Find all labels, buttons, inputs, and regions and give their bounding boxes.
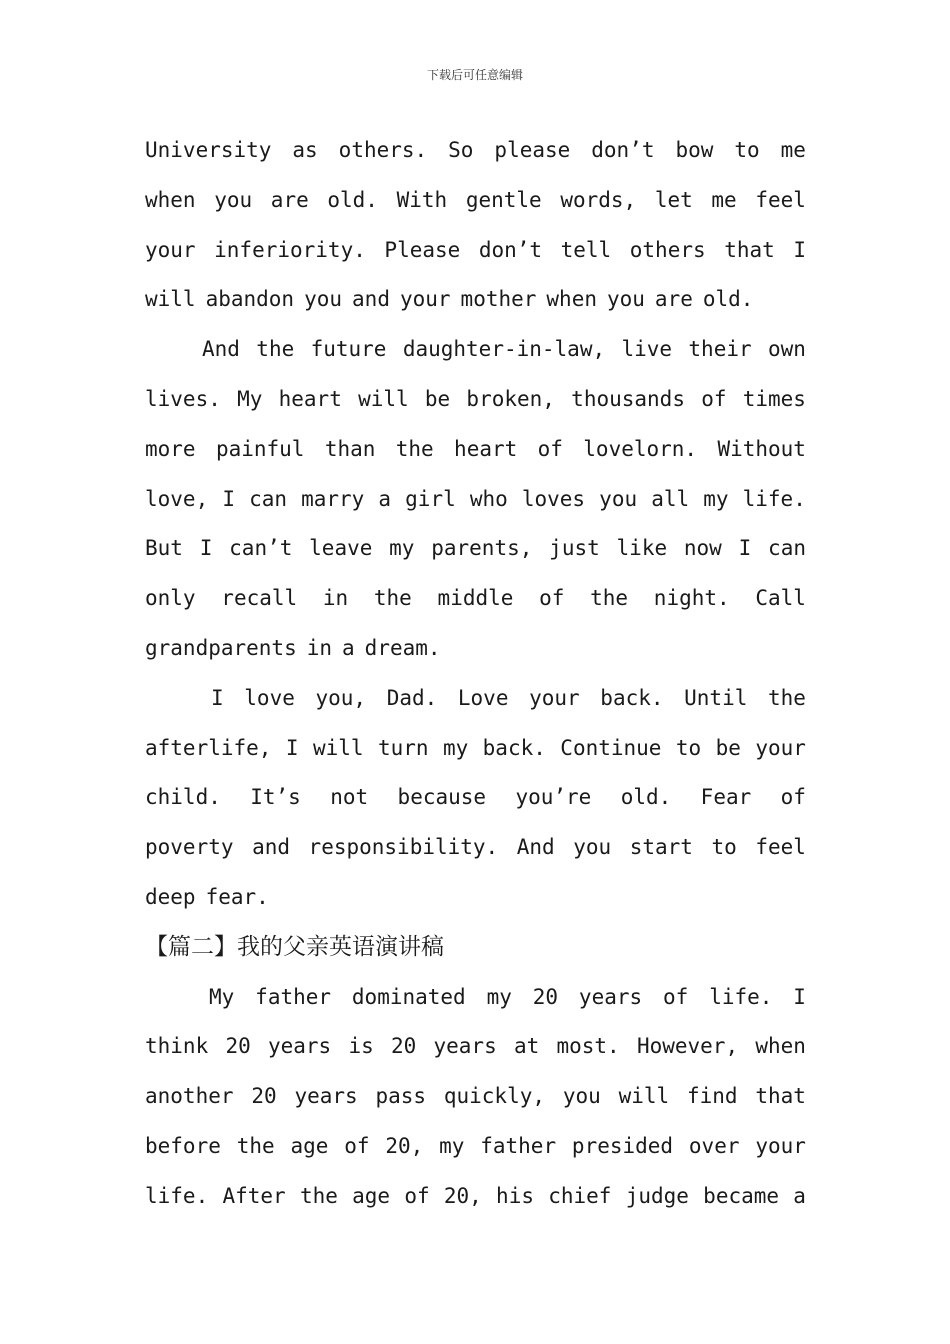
- word: age: [290, 1133, 329, 1158]
- word: Love: [457, 685, 509, 710]
- word: lovelorn.: [583, 436, 698, 461]
- word: you’re: [515, 785, 592, 810]
- word: you,: [315, 685, 367, 710]
- word: of: [404, 1183, 430, 1208]
- word: a: [378, 486, 392, 511]
- word: my: [703, 486, 729, 511]
- word: words,: [560, 187, 637, 212]
- word: girl: [405, 486, 456, 511]
- text-line: [145, 475, 806, 525]
- word: turn: [377, 735, 429, 760]
- word: a: [793, 1183, 806, 1208]
- word: your: [755, 1133, 806, 1158]
- word: I: [285, 735, 299, 760]
- word: now: [683, 536, 722, 561]
- word: years: [267, 1034, 332, 1059]
- word: chief: [548, 1183, 612, 1208]
- word: like: [616, 536, 668, 561]
- word: live: [621, 337, 673, 362]
- word: just: [549, 536, 600, 561]
- word: your: [755, 735, 806, 760]
- word: be: [715, 735, 741, 760]
- word: over: [688, 1133, 740, 1158]
- text-line: [145, 574, 806, 624]
- word: all: [651, 486, 690, 511]
- word: don’t: [591, 138, 655, 162]
- section-heading: [145, 923, 806, 973]
- word: deep: [145, 884, 196, 909]
- word: start: [629, 835, 693, 860]
- word: to: [734, 138, 760, 162]
- word: fear.: [205, 884, 269, 909]
- page-header: 下载后可任意编辑: [426, 68, 523, 82]
- word: don’t: [478, 237, 543, 262]
- text-line: [145, 1072, 806, 1122]
- word: my: [486, 984, 512, 1009]
- word: of: [344, 1133, 370, 1158]
- word: the: [590, 586, 629, 611]
- word: is: [348, 1034, 374, 1059]
- word: father: [480, 1133, 557, 1158]
- word: dominated: [351, 984, 466, 1009]
- section-heading-text: 【篇二】我的父亲英语演讲稿: [145, 933, 444, 960]
- word: the: [395, 436, 434, 461]
- word: 20,: [443, 1183, 482, 1208]
- word: and: [252, 835, 290, 860]
- word: University: [145, 138, 272, 162]
- word: My: [237, 386, 263, 411]
- word: me: [780, 138, 806, 162]
- word: another: [145, 1084, 234, 1109]
- word: After: [222, 1183, 286, 1208]
- word: more: [145, 436, 196, 461]
- word: you: [573, 835, 612, 860]
- word: others: [629, 237, 706, 262]
- word: times: [742, 386, 806, 411]
- word: that: [724, 237, 775, 262]
- word: Fear: [700, 785, 752, 810]
- word: let: [654, 187, 693, 212]
- text-line: [145, 773, 806, 823]
- word: when: [546, 287, 597, 312]
- word: the: [236, 1133, 275, 1158]
- word: However,: [636, 1034, 739, 1059]
- word: of: [701, 386, 727, 411]
- word: my: [389, 536, 415, 561]
- word: own: [767, 337, 806, 362]
- word: will: [312, 735, 364, 760]
- word: afterlife,: [145, 735, 272, 760]
- word: With: [396, 187, 448, 212]
- word: at: [513, 1034, 540, 1059]
- word: a: [342, 635, 355, 660]
- word: gentle: [465, 187, 542, 212]
- word: think: [145, 1034, 209, 1059]
- word: who: [469, 486, 508, 511]
- word: It’s: [250, 785, 301, 810]
- word: years: [433, 1034, 497, 1059]
- word: as: [292, 138, 318, 162]
- word: child.: [145, 785, 221, 810]
- text-line: [145, 325, 806, 375]
- word: of: [539, 586, 565, 611]
- word: of: [780, 785, 806, 810]
- word: leave: [309, 536, 373, 561]
- word: broken,: [466, 386, 555, 411]
- word: father: [255, 984, 332, 1009]
- word: recall: [221, 586, 298, 611]
- word: poverty: [145, 835, 234, 860]
- word: you: [214, 187, 253, 212]
- word: the: [373, 586, 412, 611]
- word: My: [209, 984, 235, 1009]
- word: your: [399, 287, 451, 312]
- word: that: [755, 1084, 806, 1109]
- word: only: [145, 586, 196, 611]
- word: lives.: [145, 386, 221, 411]
- word: the: [767, 685, 806, 710]
- word: dream.: [364, 635, 441, 660]
- word: love,: [145, 486, 209, 511]
- word: to: [675, 735, 702, 760]
- text-line: [145, 624, 806, 674]
- word: feel: [755, 835, 806, 860]
- text-line: [145, 425, 806, 475]
- word: 20,: [385, 1133, 424, 1158]
- word: will: [358, 386, 409, 411]
- word: years: [578, 984, 643, 1009]
- word: heart: [454, 436, 518, 461]
- word: daughter-in-law,: [402, 337, 606, 362]
- word: your: [145, 237, 196, 262]
- word: became: [703, 1183, 780, 1208]
- text-line: [145, 524, 806, 574]
- text-line: [145, 375, 806, 425]
- word: 20: [225, 1034, 251, 1059]
- word: night.: [653, 586, 730, 611]
- word: life.: [709, 984, 773, 1009]
- word: my: [442, 735, 469, 760]
- word: tell: [560, 237, 612, 262]
- word: love: [244, 685, 295, 710]
- word: others.: [338, 138, 428, 162]
- word: future: [310, 337, 387, 362]
- word: you: [606, 287, 645, 312]
- word: to: [711, 835, 737, 860]
- word: 20: [532, 984, 559, 1009]
- word: not: [330, 785, 369, 810]
- word: please: [494, 138, 571, 162]
- word: back.: [482, 735, 546, 760]
- word: be: [424, 386, 451, 411]
- word: Without: [717, 436, 806, 461]
- word: are: [654, 287, 693, 312]
- word: Continue: [560, 735, 662, 760]
- word: most.: [556, 1034, 620, 1059]
- word: life.: [145, 1183, 209, 1208]
- word: Dad.: [386, 685, 438, 710]
- word: I: [199, 536, 213, 561]
- word: back.: [600, 685, 664, 710]
- text-line: [145, 126, 806, 176]
- word: abandon: [205, 287, 295, 312]
- word: in: [322, 586, 349, 611]
- word: my: [439, 1133, 465, 1158]
- word: parents,: [431, 536, 533, 561]
- text-line: [145, 873, 806, 923]
- word: you: [562, 1084, 601, 1109]
- text-line: [145, 724, 806, 774]
- word: the: [256, 337, 295, 362]
- word: old.: [327, 187, 378, 212]
- word: feel: [755, 187, 806, 212]
- text-line: [145, 1172, 806, 1222]
- word: judge: [625, 1183, 689, 1208]
- word: responsibility.: [308, 835, 499, 860]
- word: years: [294, 1084, 358, 1109]
- word: the: [299, 1183, 338, 1208]
- word: I: [793, 237, 806, 262]
- word: loves: [521, 486, 586, 511]
- word: pass: [375, 1084, 427, 1109]
- word: inferiority.: [214, 237, 366, 262]
- word: life.: [742, 486, 806, 511]
- word: of: [537, 436, 563, 461]
- word: old.: [620, 785, 672, 810]
- word: And: [202, 337, 240, 362]
- word: you: [599, 486, 638, 511]
- word: bow: [675, 138, 714, 162]
- word: 20: [390, 1034, 417, 1059]
- word: find: [686, 1084, 738, 1109]
- word: mother: [460, 287, 537, 312]
- word: will: [145, 287, 196, 312]
- word: 20: [251, 1084, 277, 1109]
- word: your: [529, 685, 580, 710]
- word: of: [663, 984, 689, 1009]
- text-line: [145, 973, 806, 1023]
- word: before: [145, 1133, 221, 1158]
- word: thousands: [571, 386, 685, 411]
- text-line: [145, 226, 806, 276]
- word: than: [324, 436, 376, 461]
- text-line: [145, 1022, 806, 1072]
- text-line: [145, 674, 806, 724]
- document-body: [145, 126, 806, 1222]
- word: when: [145, 187, 196, 212]
- word: painful: [215, 436, 305, 461]
- text-line: [145, 275, 806, 325]
- word: can’t: [229, 536, 293, 561]
- word: and: [352, 287, 390, 312]
- word: So: [448, 138, 474, 162]
- word: grandparents: [145, 635, 297, 660]
- word: I: [222, 486, 235, 511]
- word: I: [793, 984, 806, 1009]
- word: Please: [384, 237, 461, 262]
- word: marry: [301, 486, 365, 511]
- word: their: [688, 337, 752, 362]
- word: me: [711, 187, 737, 212]
- word: Call: [755, 586, 806, 611]
- word: when: [755, 1034, 806, 1059]
- word: I: [211, 685, 224, 710]
- word: And: [516, 835, 555, 860]
- word: are: [270, 187, 309, 212]
- text-line: [145, 176, 806, 226]
- word: I: [738, 536, 752, 561]
- word: old.: [702, 287, 754, 312]
- word: in: [306, 635, 333, 660]
- word: will: [618, 1084, 670, 1109]
- word: middle: [437, 586, 514, 611]
- word: can: [768, 536, 806, 561]
- word: because: [397, 785, 487, 810]
- text-line: [145, 823, 806, 873]
- word: quickly,: [443, 1084, 546, 1109]
- word: heart: [278, 386, 342, 411]
- word: But: [145, 536, 183, 561]
- word: can: [249, 486, 287, 511]
- text-line: [145, 1122, 806, 1172]
- word: you: [304, 287, 343, 312]
- word: Until: [684, 685, 748, 710]
- word: presided: [571, 1133, 674, 1158]
- word: his: [496, 1183, 534, 1208]
- word: age: [352, 1183, 391, 1208]
